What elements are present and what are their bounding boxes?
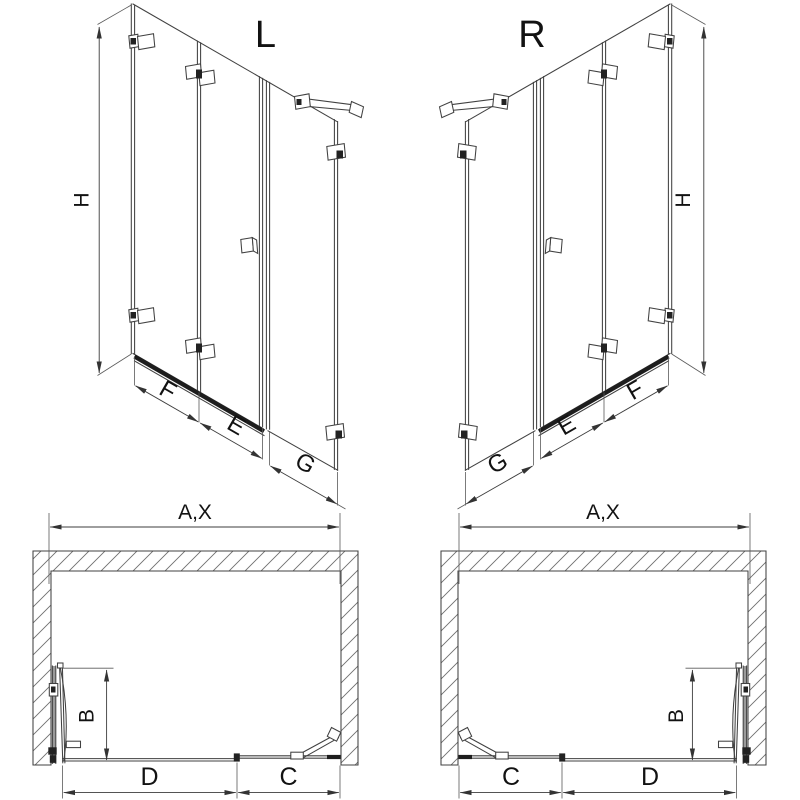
wall-hinge-bottom [129,308,155,324]
fold-hinge-top [186,64,216,86]
door-handle-plan [66,741,80,747]
fold-hinge-bottom [186,338,216,360]
dim-label-g-left: G [290,447,321,480]
variant-label-right: R [518,14,546,56]
dim-label-f-left: F [154,375,181,406]
door-handle [241,238,258,254]
dim-label-e-left: E [222,409,250,442]
support-arm [295,94,364,118]
dim-label-height-left: H [70,192,94,208]
dim-label-c-right: C [501,763,521,791]
dim-label-b-right: B [665,708,688,724]
wall-hinge-top [129,34,155,50]
dim-label-e-right: E [553,409,581,442]
dim-label-height-right: H [672,192,695,208]
dim-label-b-left: B [75,708,99,724]
plan-right-walls [441,551,766,765]
dim-label-c-left: C [279,763,298,791]
variant-label-left: L [254,14,277,56]
dim-label-ax-left: A,X [178,501,212,524]
fixed-panel-clip-top [327,144,346,161]
dim-label-f-right: F [622,375,649,406]
dim-dc-lines [63,763,341,799]
plan-left-walls [33,551,358,765]
dim-label-d-left: D [140,763,159,791]
dim-label-ax-right: A,X [586,501,620,524]
dim-height-lines [98,5,132,376]
fixed-panel-clip-bottom [326,424,345,441]
support-arm-plan [291,728,341,760]
dim-label-d-right: D [640,763,660,791]
dim-label-g-right: G [482,447,513,480]
